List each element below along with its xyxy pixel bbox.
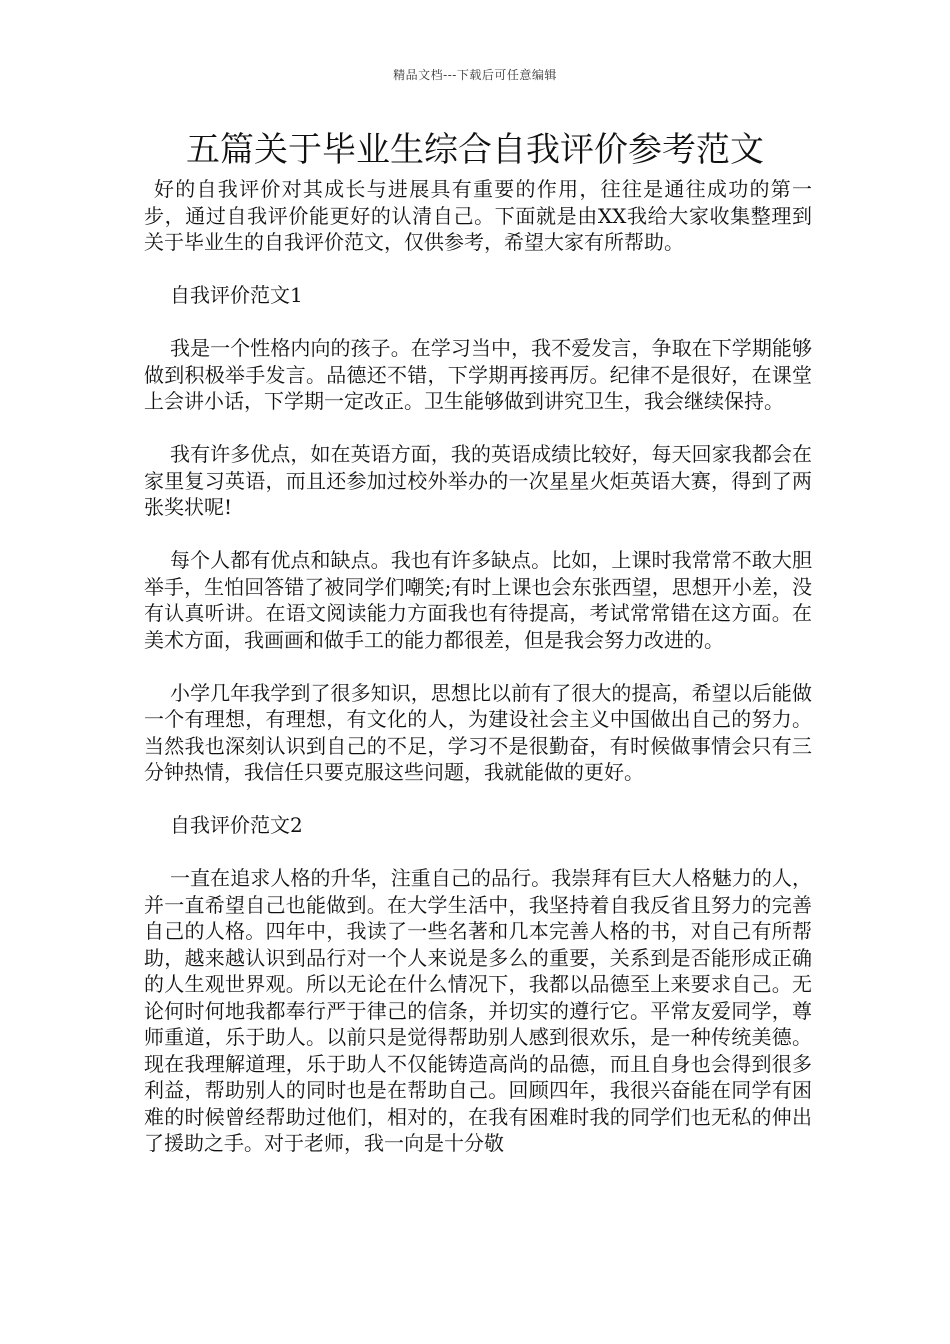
- document-title: 五篇关于毕业生综合自我评价参考范文: [186, 130, 764, 170]
- body-paragraph: 我是一个性格内向的孩子。在学习当中，我不爱发言，争取在下学期能够做到积极举手发言。品德还不错，下学期再接再厉。纪律不是很好，在课堂上会讲小话，下学期一定改正。卫生能够做到讲究卫生，我会继续保持。: [144, 336, 812, 413]
- section-2: [144, 812, 812, 1157]
- section-1: [144, 282, 812, 786]
- document-body: [144, 176, 812, 1183]
- body-paragraph: 我有许多优点，如在英语方面，我的英语成绩比较好，每天回家我都会在家里复习英语，而且还参加过校外举办的一次星星火炬英语大赛，得到了两张奖状呢!: [144, 442, 812, 519]
- body-paragraph: 小学几年我学到了很多知识，思想比以前有了很大的提高，希望以后能做一个有理想，有理想，有文化的人，为建设社会主义中国做出自己的努力。 当然我也深刻认识到自己的不足，学习不是很勤奋，有时候做事情会只有三分钟热情，我信任只要克服这些问题，我就能做的更好。: [144, 680, 812, 784]
- intro-paragraph: 好的自我评价对其成长与进展具有重要的作用，往往是通往成功的第一步，通过自我评价能更好的认清自己。下面就是由XX我给大家收集整理到关于毕业生的自我评价范文，仅供参考，希望大家有所帮助。: [144, 177, 812, 254]
- page-header: 精品文档---下载后可任意编辑: [393, 68, 557, 82]
- section-heading: 自我评价范文1: [170, 283, 303, 307]
- section-heading: 自我评价范文2: [170, 813, 303, 837]
- body-paragraph: 一直在追求人格的升华，注重自己的品行。我崇拜有巨大人格魅力的人，并一直希望自己也能做到。在大学生活中，我坚持着自我反省且努力的完善自己的人格。四年中，我读了一些名著和几本完善人格的书，对自己有所帮助，越来越认识到品行对一个人来说是多么的重要，关系到是否能形成正确的人生观世界观。所以无论在什么情况下，我都以品德至上来要求自己。无论何时何地我都奉行严于律己的信条，并切实的遵行它。平常友爱同学，尊师重道，乐于助人。以前只是觉得帮助别人感到很欢乐，是一种传统美德。现在我理解道理，乐于助人不仅能铸造高尚的品德，而且自身也会得到很多利益，帮助别人的同时也是在帮助自己。回顾四年，我很兴奋能在同学有困难的时候曾经帮助过他们，相对的，在我有困难时我的同学们也无私的伸出了援助之手。对于老师，我一向是十分敬: [144, 866, 812, 1155]
- body-paragraph: 每个人都有优点和缺点。我也有许多缺点。比如，上课时我常常不敢大胆举手，生怕回答错了被同学们嘲笑;有时上课也会东张西望，思想开小差，没有认真听讲。在语文阅读能力方面我也有待提高，考试常常错在这方面。在美术方面，我画画和做手工的能力都很差，但是我会努力改进的。: [144, 548, 812, 652]
